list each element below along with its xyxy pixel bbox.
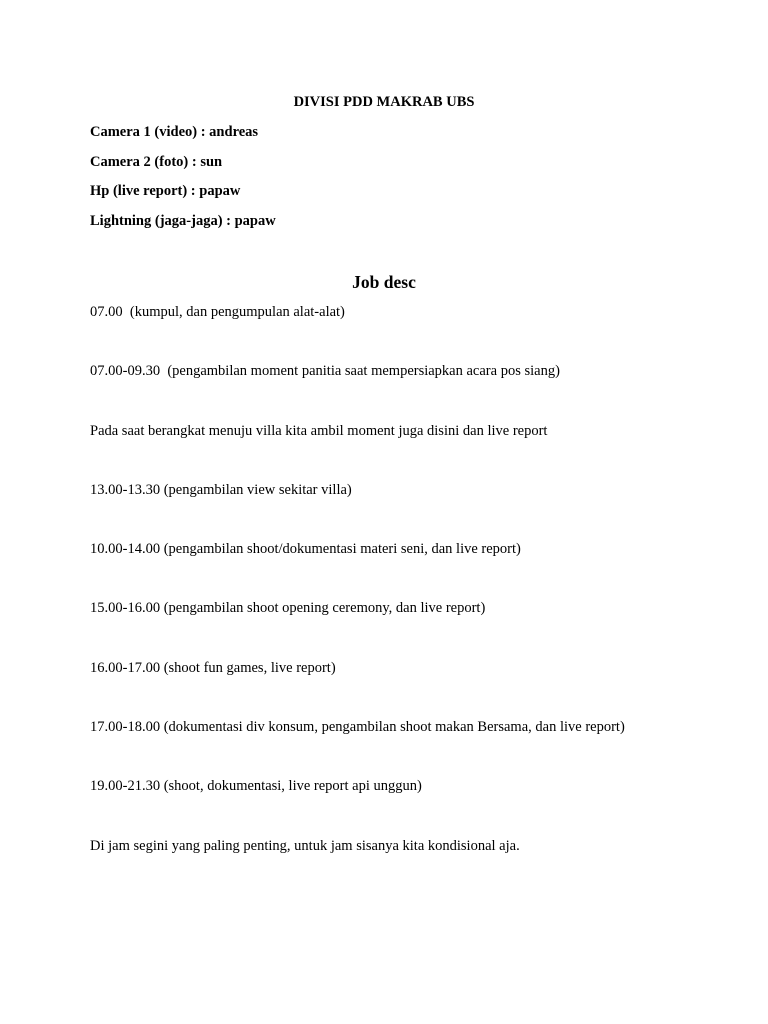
crew-item: Hp (live report) : papaw (90, 183, 241, 199)
crew-item: Camera 2 (foto) : sun (90, 153, 223, 170)
schedule-item: 07.00 (kumpul, dan pengumpulan alat-alat) (90, 304, 345, 320)
schedule-item: Di jam segini yang paling penting, untuk jam sisanya kita kondisional aja. (90, 837, 520, 854)
crew-item: Lightning (jaga-jaga) : papaw (90, 212, 276, 229)
crew-item: Camera 1 (video) : andreas (90, 124, 259, 140)
schedule-item: 07.00-09.30 (pengambilan moment panitia saat mempersiapkan acara pos siang) (90, 363, 560, 380)
schedule-item: 16.00-17.00 (shoot fun games, live report) (90, 659, 336, 676)
schedule-item: Pada saat berangkat menuju villa kita ambil moment juga disini dan live report (90, 422, 548, 439)
section-title: Job desc (352, 272, 416, 292)
document-title: DIVISI PDD MAKRAB UBS (293, 94, 475, 110)
schedule-item: 13.00-13.30 (pengambilan view sekitar villa) (90, 481, 352, 498)
schedule-item: 15.00-16.00 (pengambilan shoot opening ceremony, dan live report) (90, 600, 486, 617)
schedule-item: 10.00-14.00 (pengambilan shoot/dokumentasi materi seni, dan live report) (90, 541, 521, 558)
schedule-item: 17.00-18.00 (dokumentasi div konsum, pengambilan shoot makan Bersama, dan live report) (90, 719, 625, 736)
schedule-list (90, 303, 625, 896)
crew-list (90, 123, 276, 241)
schedule-item: 19.00-21.30 (shoot, dokumentasi, live report api unggun) (90, 778, 422, 795)
